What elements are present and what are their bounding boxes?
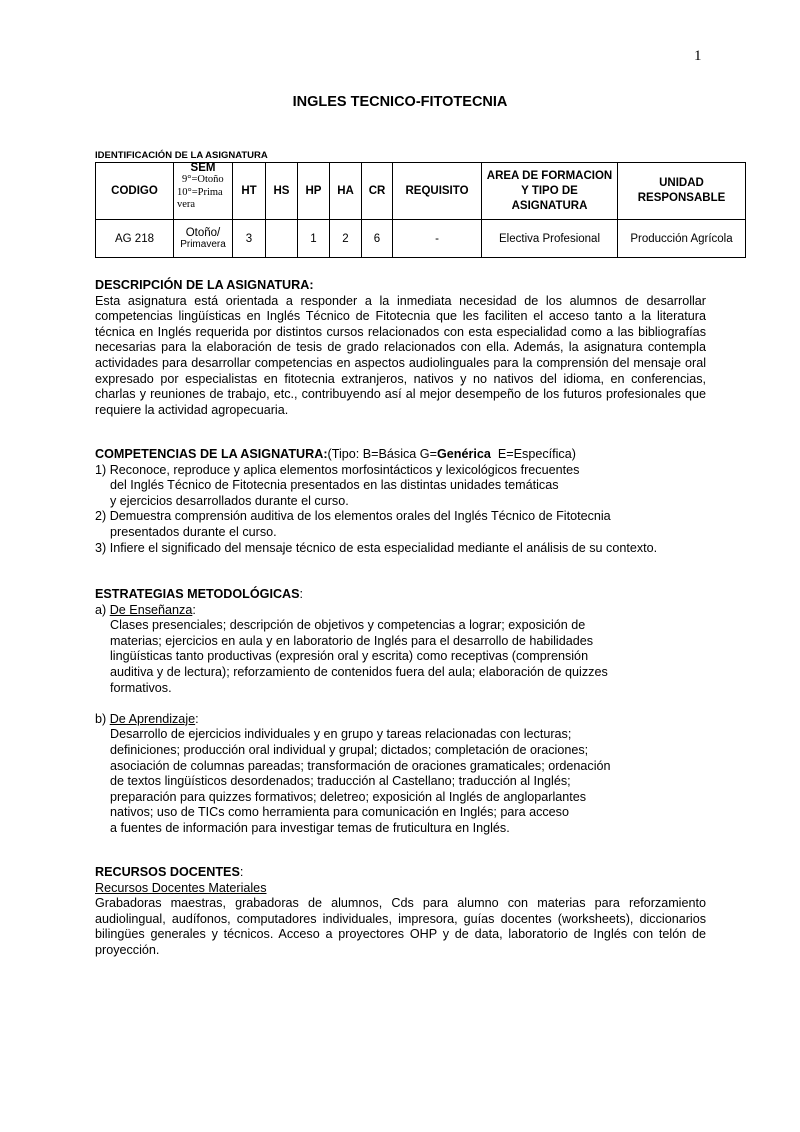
page-number: 1 [694, 48, 702, 64]
identification-label: IDENTIFICACIÓN DE LA ASIGNATURA [95, 150, 268, 161]
aprendizaje-label-line [95, 712, 706, 728]
cell-ht: 3 [233, 220, 266, 258]
aprendizaje-colon: : [195, 711, 199, 726]
estrategias-heading: ESTRATEGIAS METODOLÓGICAS [95, 587, 300, 601]
competencia-item-1-line-2: del Inglés Técnico de Fitotecnia presentados en las distintas unidades temáticas [110, 478, 559, 493]
header-sem-sub1: 9°=Otoño [182, 174, 224, 185]
aprendizaje-line: nativos; uso de TICs como herramienta para comunicación en Inglés; para acceso [110, 805, 569, 820]
cell-cr: 6 [362, 220, 393, 258]
ensenanza-line: Clases presenciales; descripción de objetivos y competencias a lograr; exposición de [110, 618, 586, 633]
header-ha: HA [330, 163, 362, 220]
header-hs: HS [266, 163, 298, 220]
cell-hs [266, 220, 298, 258]
header-requisito: REQUISITO [393, 163, 482, 220]
ensenanza-colon: : [192, 602, 196, 617]
aprendizaje-prefix: b) [95, 711, 110, 726]
recursos-heading-line [95, 865, 706, 881]
header-ht: HT [233, 163, 266, 220]
competencias-heading: COMPETENCIAS DE LA ASIGNATURA: [95, 447, 328, 461]
header-area: AREA DE FORMACION Y TIPO DE ASIGNATURA [482, 163, 618, 220]
recursos-heading: RECURSOS DOCENTES [95, 865, 240, 879]
cell-sem [174, 220, 233, 258]
competencias-section [95, 447, 706, 556]
descripcion-heading: DESCRIPCIÓN DE LA ASIGNATURA: [95, 278, 314, 292]
ensenanza-label-line [95, 603, 706, 619]
cell-codigo: AG 218 [96, 220, 174, 258]
competencias-tipo-c: E=Específica) [490, 447, 576, 461]
estrategias-colon: : [299, 587, 304, 601]
document-title: INGLES TECNICO-FITOTECNIA [292, 94, 508, 110]
competencias-tipo-b: Genérica [436, 447, 491, 461]
cell-area: Electiva Profesional [482, 220, 618, 258]
ensenanza-prefix: a) [95, 602, 110, 617]
descripcion-text: Esta asignatura está orientada a responder a la inmediata necesidad de los alumnos de desarrollar competencias lingüísticas en Inglés Técnico de Fitotecnia que les faciliten el acceso tanto a la literatura técnica en Inglés requerida por distintos cursos relacionados con esta especialidad como a las bibliografías necesarias para la elaboración de tesis de grado relacionados con ella. Además, la asignatura contempla actividades para desarrollar competencias en aspectos audiolinguales para la comprensión del mensaje oral expresado por especialistas en fitotecnia extranjeros, nativos y no nativos del idioma, en conferencias, charlas y reuniones de trabajo, etc., contribuyendo así al mejor desempeño de los futuros profesionales que requiere la actividad agropecuaria. [95, 293, 706, 417]
recursos-colon: : [239, 865, 244, 879]
aprendizaje-line: asociación de columnas pareadas; transformación de oraciones gramaticales; ordenación [110, 758, 611, 773]
aprendizaje-text [95, 727, 706, 836]
cell-sem-b: Primavera [180, 239, 226, 250]
competencia-item-2-line-2: presentados durante el curso. [110, 524, 277, 539]
aprendizaje-label: De Aprendizaje [109, 711, 196, 726]
recursos-text: Grabadoras maestras, grabadoras de alumnos, Cds para alumno con materias para reforzamiento audiolingual, audífonos, computadores individuales, impresora, guías docentes (worksheets), diccionarios bilingües generales y técnicos. Acceso a proyectores OHP y de data, laboratorio de Inglés con telón de proyección. [95, 896, 706, 957]
cell-sem-a: Otoño/ [185, 227, 221, 239]
competencias-tipo-a: (Tipo: B=Básica G= [327, 447, 437, 461]
header-sem-label: SEM [190, 162, 216, 174]
cell-hp: 1 [298, 220, 330, 258]
header-cr: CR [362, 163, 393, 220]
header-codigo: CODIGO [96, 163, 174, 220]
aprendizaje-line: de textos lingüísticos desordenados; traducción al Castellano; traducción al Inglés; [110, 774, 571, 789]
competencia-item-1-line-3: y ejercicios desarrollados durante el curso. [110, 493, 349, 508]
ensenanza-line: auditiva y de lectura); reforzamiento de contenidos fuera del aula; elaboración de quizzes [110, 664, 608, 679]
recursos-section [95, 865, 706, 959]
recursos-subheading: Recursos Docentes Materiales [95, 880, 267, 895]
header-sem-sub3: vera [177, 199, 196, 210]
table-header-row [96, 163, 746, 220]
competencia-item-3-line-1: 3) Infiere el significado del mensaje técnico de esta especialidad mediante el análisis de su contexto. [95, 540, 658, 555]
ensenanza-line: lingüísticas tanto productivas (expresión oral y escrita) como receptivas (comprensión [110, 649, 589, 664]
ensenanza-line: materias; ejercicios en aula y en laboratorio de Inglés para el desarrollo de habilidades [110, 633, 594, 648]
table-row [96, 220, 746, 258]
header-sem-sub2: 10°=Prima [177, 186, 223, 198]
aprendizaje-line: preparación para quizzes formativos; deletreo; exposición al Inglés de angloparlantes [110, 789, 587, 804]
cell-ha: 2 [330, 220, 362, 258]
cell-unidad: Producción Agrícola [618, 220, 746, 258]
estrategias-heading-line [95, 587, 706, 603]
identification-table [95, 162, 746, 258]
header-unidad: UNIDAD RESPONSABLE [618, 163, 746, 220]
aprendizaje-line: definiciones; producción oral individual y grupal; dictados; completación de oraciones; [110, 742, 589, 757]
aprendizaje-line: Desarrollo de ejercicios individuales y en grupo y tareas relacionadas con lecturas; [110, 727, 572, 742]
ensenanza-label: De Enseñanza [109, 602, 193, 617]
competencias-heading-line [95, 447, 706, 463]
cell-requisito: - [393, 220, 482, 258]
aprendizaje-line: a fuentes de información para investigar temas de fruticultura en Inglés. [110, 820, 510, 835]
header-hp: HP [298, 163, 330, 220]
ensenanza-line: formativos. [110, 680, 172, 695]
competencia-item-1-line-1: 1) Reconoce, reproduce y aplica elementos morfosintácticos y lexicológicos frecuentes [95, 462, 580, 477]
estrategias-section [95, 587, 706, 837]
header-sem [174, 163, 233, 220]
ensenanza-text [95, 618, 706, 696]
descripcion-section [95, 278, 706, 418]
competencia-item-2-line-1: 2) Demuestra comprensión auditiva de los elementos orales del Inglés Técnico de Fitotecnia [95, 509, 611, 524]
